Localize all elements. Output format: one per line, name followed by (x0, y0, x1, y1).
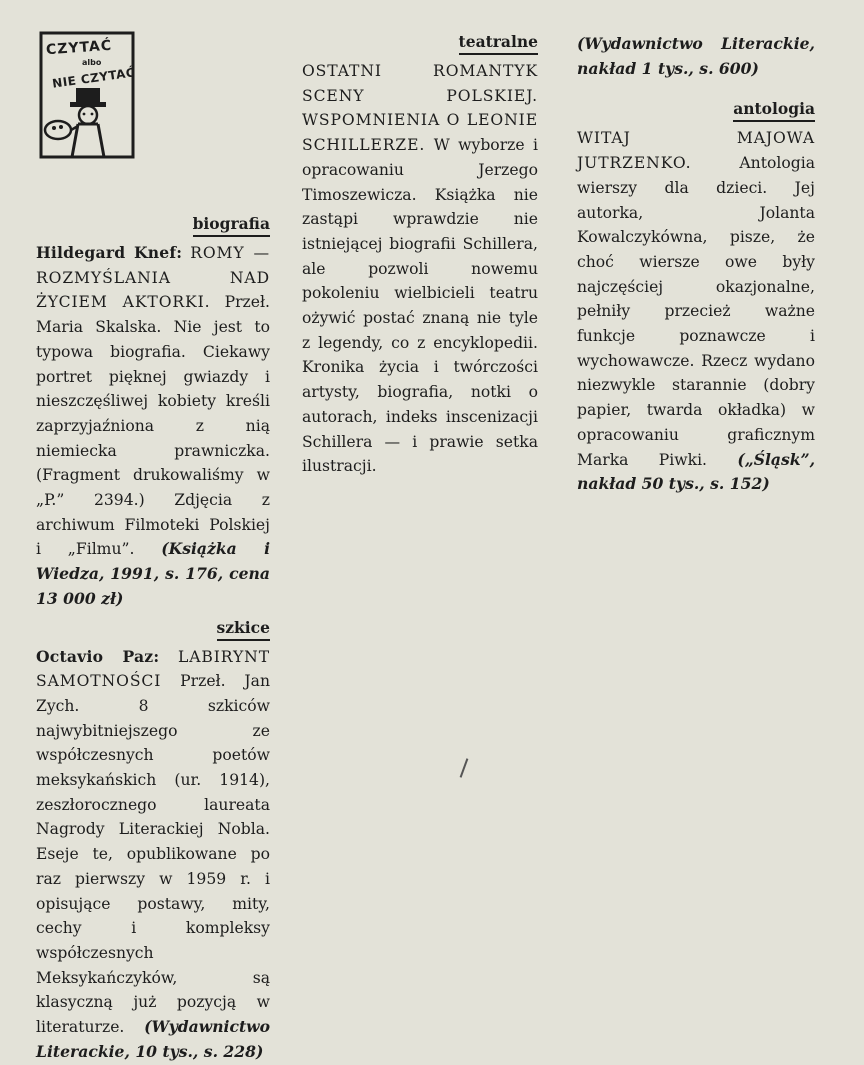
column-2 (302, 32, 538, 479)
entry-body: Przeł. Jan Zych. 8 szkiców najwybitniejszego ze współczesnych poetów meksykańskich (ur. 1914), zeszłorocznego laureata Nagrody Literackiej Nobla. Eseje te, opublikowane po raz pierwszy w 1959 r. i opisujące postawy, mity, cechy i kompleksy współczesnych Meksykańczyków, są klasyczną już pozycją w literaturze. (36, 672, 270, 1037)
czytac-albo-nie-czytac-logo (38, 30, 138, 162)
entry-teatralne (302, 32, 538, 479)
entry-biografia (36, 214, 270, 612)
column-1 (36, 0, 270, 1065)
entry-body: Przeł. Maria Skalska. Nie jest to typowa biografia. Ciekawy portret pięknej gwiazdy i nieszczęśliwej kobiety kreśli zaprzyjaźniona z nią niemiecka prawniczka. (Fragment drukowaliśmy w „P.” 2394.) Zdjęcia z archiwum Filmoteki Polskiej i „Filmu”. (36, 293, 270, 559)
stray-pen-mark (460, 758, 469, 777)
logo-text-nie-czytac: NIE CZYTAĆ (51, 65, 136, 91)
column-3 (577, 32, 815, 497)
section-heading-szkice: szkice (36, 618, 270, 641)
entry-szkice (36, 618, 270, 1065)
logo-text-czytac: CZYTAĆ (45, 37, 113, 59)
entry-title: WITAJ MAJOWA JUTRZENKO. (577, 129, 815, 173)
entry-body: W wyborze i opracowaniu Jerzego Timoszewicza. Książka nie zastąpi wprawdzie nie istniejącej biografii Schillera, ale pozwoli nowemu pokoleniu wielbicieli teatru ożywić postać znaną nie tyle z legendy, co z encyklopedii. Kronika życia i twórczości artysty, biografia, notki o autorach, indeks inscenizacji Schillera — i prawie setka ilustracji. (302, 136, 538, 476)
entry-publisher: (Wydawnictwo Literackie, nakład 1 tys., s. 600) (577, 34, 815, 78)
section-heading-teatralne: teatralne (302, 32, 538, 55)
entry-author: Octavio Paz: (36, 646, 160, 666)
entry-title: LABIRYNT SAMOTNOŚCI (36, 647, 270, 691)
entry-author: Hildegard Knef: (36, 243, 183, 262)
entry-title: ROMY — ROZMYŚLANIA NAD ŻYCIEM AKTORKI. (36, 244, 270, 312)
section-heading-antologia: antologia (577, 99, 815, 122)
entry-body: Antologia wierszy dla dzieci. Jej autorka, Jolanta Kowalczykówna, pisze, że choć wiersze owe były najczęściej okazjonalne, pełniły przecież ważne funkcje poznawcze i wychowawcze. Rzecz wydano niezwykle starannie (dobry papier, twarda okładka) w opracowaniu graficznym Marka Piwki. (577, 154, 815, 469)
entry-publisher: (Książka i Wiedza, 1991, s. 176, cena 13 000 zł) (36, 539, 271, 608)
section-heading-biografia: biografia (36, 214, 270, 237)
entry-title: OSTATNI ROMANTYK SCENY POLSKIEJ. WSPOMNIENIA O LEONIE SCHILLERZE. (302, 62, 538, 155)
entry-antologia (577, 99, 815, 497)
entry-teatralne-end (577, 32, 815, 81)
entry-publisher: („Śląsk”, nakład 50 tys., s. 152) (577, 449, 815, 494)
entry-publisher: (Wydawnictwo Literackie, 10 tys., s. 228) (36, 1017, 270, 1061)
logo-text-albo: albo (82, 58, 102, 67)
